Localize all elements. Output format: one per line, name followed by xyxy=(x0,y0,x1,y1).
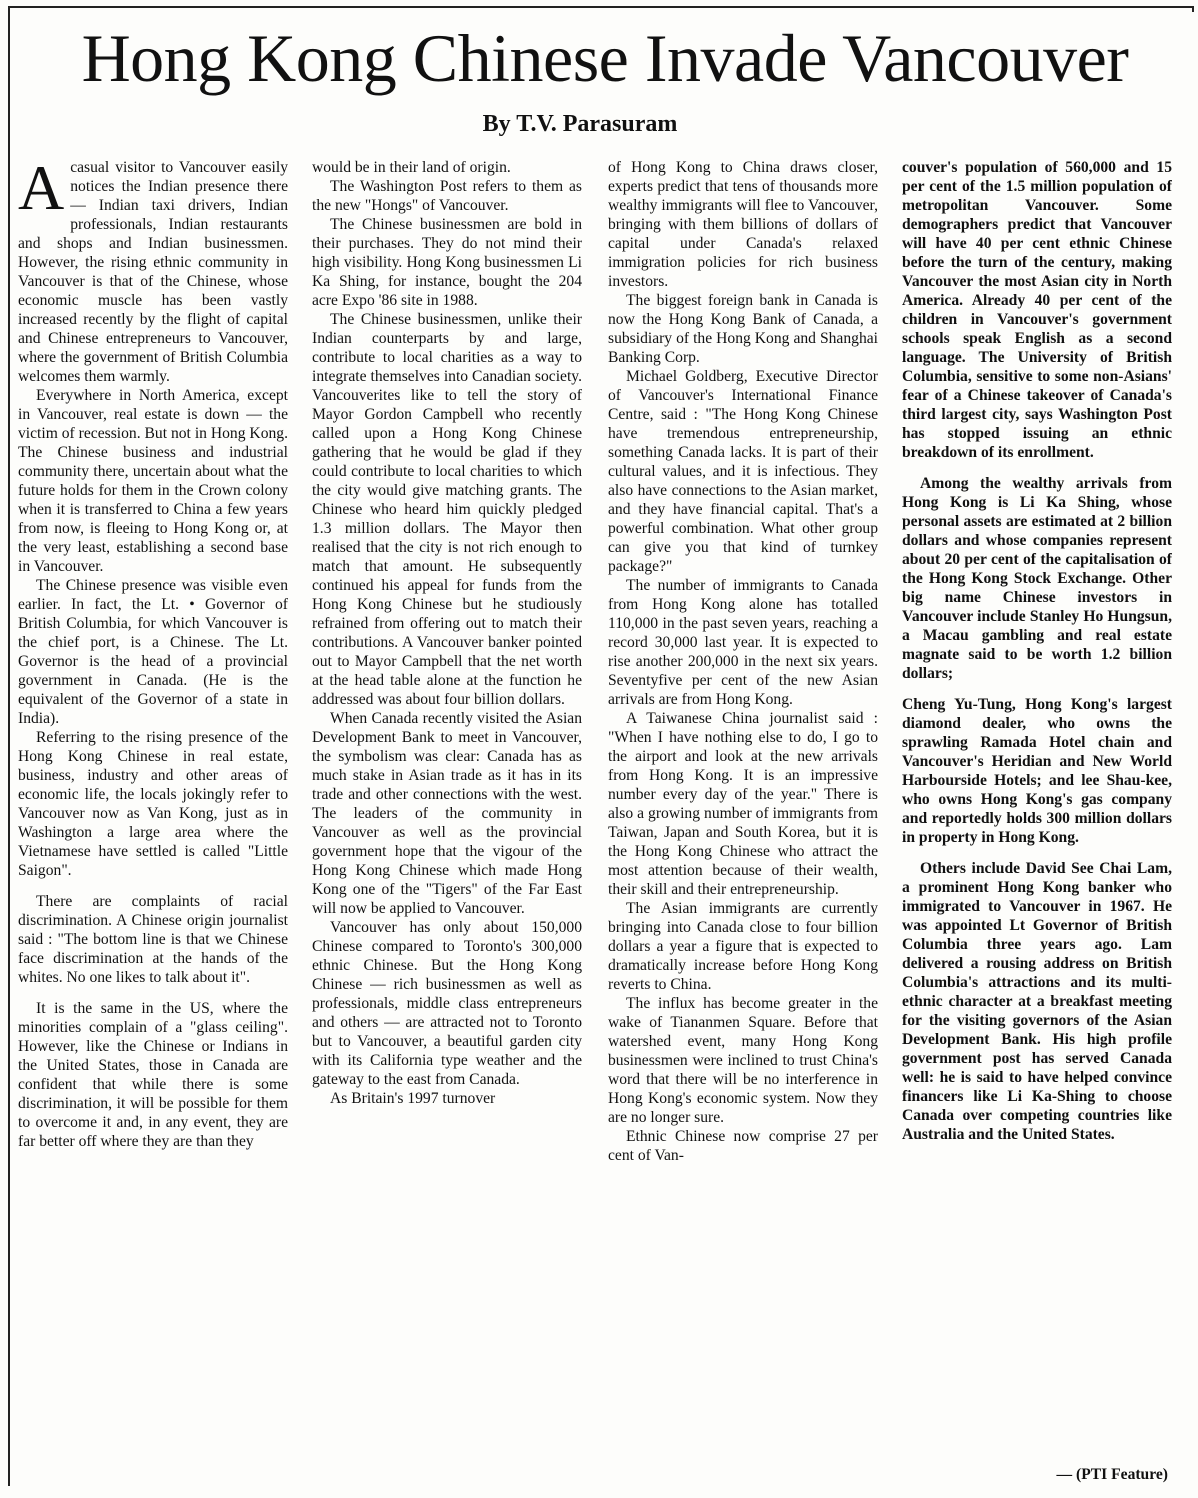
paragraph: Ethnic Chinese now comprise 27 per cent of Van- xyxy=(608,1128,878,1164)
paragraph: There are complaints of racial discrimination. A Chinese origin journalist said : "The bottom line is that we Chinese face discrimination at the hands of the whites. No one likes to talk about it". xyxy=(18,893,288,986)
paragraph: Others include David See Chai Lam, a prominent Hong Kong banker who immigrated to Vancouver in 1967. He was appointed Lt Governor of British Columbia three years ago. Lam delivered a rousing address on British Columbia's attractions and its multi-ethnic character at a breakfast meeting for the visiting governors of the Asian Development Bank. His high profile government post has served Canada well: he is said to have helped convince financers like Li Ka-Shing to choose Canada over competing countries like Australia and the United States. xyxy=(902,860,1172,1143)
paragraph: When Canada recently visited the Asian Development Bank to meet in Vancouver, the symbolism was clear: Canada has as much stake in Asian trade as it has in its trade and other connections with the west. The leaders of the community in Vancouver as well as the provincial government hope that the vigour of the Hong Kong Chinese which made Hong Kong one of the "Tigers" of the Far East will now be applied to Vancouver. xyxy=(312,710,582,917)
paragraph: The Chinese businessmen, unlike their Indian counterparts by and large, contribute to local charities as a way to integrate themselves into Canadian society. Vancouverites like to tell the story of Mayor Gordon Campbell who recently called upon a Hong Kong Chinese gathering that he would be glad if they could contribute to local charities to which the city would give matching grants. The Chinese who heard him quickly pledged 1.3 million dollars. The Mayor then realised that the city is not rich enough to match that amount. He subsequently continued his appeal for funds from the Hong Kong Chinese but he studiously refrained from offering out to match their contributions. A Vancouver banker pointed out to Mayor Campbell that the net worth at the head table alone at the function he addressed was about four billion dollars. xyxy=(312,311,582,708)
drop-cap: A xyxy=(18,158,65,223)
left-border-rule xyxy=(8,6,10,1486)
paragraph: A Taiwanese China journalist said : "When I have nothing else to do, I go to the airport and look at the new arrivals from Hong Kong. It is an impressive number every day of the year." There is also a growing number of immigrants from Taiwan, Japan and South Korea, but it is the Hong Kong Chinese who attract the most attention because of their wealth, their skill and their entrepreneurship. xyxy=(608,710,878,898)
article-credit: — (PTI Feature) xyxy=(1056,1466,1168,1483)
paragraph: The Washington Post refers to them as the new "Hongs" of Vancouver. xyxy=(312,178,582,214)
paragraph: Michael Goldberg, Executive Director of Vancouver's International Finance Centre, said : "The Hong Kong Chinese have tremendous entrepreneurship, something Canada lacks. It is part of their cultural values, and it is infectious. They also have connections to the Asian market, and they have financial capital. That's a powerful combination. What other group can give you that kind of turnkey package?" xyxy=(608,368,878,575)
headline: Hong Kong Chinese Invade Vancouver xyxy=(81,20,1129,96)
article-column-3 xyxy=(608,158,878,1488)
paragraph: The Chinese businessmen are bold in their purchases. They do not mind their high visibility. Hong Kong businessmen Li Ka Shing, for instance, bought the 204 acre Expo '86 site in 1988. xyxy=(312,216,582,309)
paragraph: The Asian immigrants are currently bringing into Canada close to four billion dollars a year a figure that is expected to dramatically increase before Hong Kong reverts to China. xyxy=(608,900,878,993)
paragraph: couver's population of 560,000 and 15 per cent of the 1.5 million population of metropolitan Vancouver. Some demographers predict that Vancouver will have 40 per cent ethnic Chinese before the turn of the century, making Vancouver the most Asian city in North America. Already 40 per cent of the children in Vancouver's government schools speak English as a second language. The University of British Columbia, sensitive to some non-Asians' fear of a Chinese takeover of Canada's third largest city, says Washington Post has stopped issuing an ethnic breakdown of its enrollment. xyxy=(902,159,1172,461)
byline: By T.V. Parasuram xyxy=(482,111,678,137)
paragraph: The influx has become greater in the wake of Tiananmen Square. Before that watershed event, many Hong Kong businessmen were inclined to trust China's word that there will be no interference in Hong Kong's economic system. Now they are no longer sure. xyxy=(608,995,878,1126)
paragraph: Everywhere in North America, except in Vancouver, real estate is down — the victim of recession. But not in Hong Kong. The Chinese business and industrial community there, uncertain about what the future holds for them in the Crown colony when it is transferred to China a few years from now, is fleeing to Hong Kong or, at the very least, establishing a second base in Vancouver. xyxy=(18,387,288,575)
paragraph: The number of immigrants to Canada from Hong Kong alone has totalled 110,000 in the past seven years, reaching a record 30,000 last year. It is expected to rise another 200,000 in the next six years. Seventyfive per cent of the new Asian arrivals are from Hong Kong. xyxy=(608,577,878,708)
top-border-rule xyxy=(8,6,1194,8)
paragraph: Among the wealthy arrivals from Hong Kong is Li Ka Shing, whose personal assets are estimated at 2 billion dollars and whose companies represent about 20 per cent of the capitalisation of the Hong Kong Stock Exchange. Other big name Chinese investors in Vancouver include Stanley Ho Hungsun, a Macau gambling and real estate magnate said to be worth 1.2 billion dollars; xyxy=(902,475,1172,682)
article-column-1 xyxy=(18,158,288,1488)
right-border-tick xyxy=(1192,6,1194,12)
paragraph: Cheng Yu-Tung, Hong Kong's largest diamond dealer, who owns the sprawling Ramada Hotel chain and Vancouver's Heridian and New World Harbourside Hotels; and lee Shau-kee, who owns Hong Kong's gas company and reportedly holds 300 million dollars in property in Hong Kong. xyxy=(902,696,1172,846)
paragraph: would be in their land of origin. xyxy=(312,159,511,176)
paragraph: Acasual visitor to Vancouver easily notices the Indian presence there — Indian taxi drivers, Indian professionals, Indian restaurants and shops and Indian businessmen. However, the rising ethnic community in Vancouver is that of the Chinese, whose economic muscle has been vastly increased recently by the flight of capital and Chinese entrepreneurs to Vancouver, where the government of British Columbia welcomes them warmly. xyxy=(18,158,288,385)
paragraph: Vancouver has only about 150,000 Chinese compared to Toronto's 300,000 ethnic Chinese. But the Hong Kong Chinese — rich businessmen as well as professionals, middle class entrepreneurs and others — are attracted not to Toronto but to Vancouver, a beautiful garden city with its California type weather and the gateway to the east from Canada. xyxy=(312,919,582,1088)
paragraph: Referring to the rising presence of the Hong Kong Chinese in real estate, business, industry and other areas of economic life, the locals jokingly refer to Vancouver now as Van Kong, just as in Washington a large area where the Vietnamese have settled is called "Little Saigon". xyxy=(18,729,288,879)
paragraph: The biggest foreign bank in Canada is now the Hong Kong Bank of Canada, a subsidiary of the Hong Kong and Shanghai Banking Corp. xyxy=(608,292,878,366)
paragraph: As Britain's 1997 turnover xyxy=(330,1090,496,1107)
article-column-2 xyxy=(312,158,582,1488)
paragraph: The Chinese presence was visible even earlier. In fact, the Lt. • Governor of British Columbia, for which Vancouver is the chief port, is a Chinese. The Lt. Governor is the head of a provincial government in Canada. (He is the equivalent of the Governor of a state in India). xyxy=(18,577,288,727)
paragraph: It is the same in the US, where the minorities complain of a "glass ceiling". However, like the Chinese or Indians in the United States, those in Canada are confident that while there is some discrimination, it will be possible for them to overcome it and, in any event, they are far better off where they are than they xyxy=(18,1000,288,1150)
article-column-4 xyxy=(902,158,1172,1488)
paragraph: of Hong Kong to China draws closer, experts predict that tens of thousands more wealthy immigrants will flee to Vancouver, bringing with them billions of dollars of capital under Canada's relaxed immigration policies for rich business investors. xyxy=(608,159,878,290)
